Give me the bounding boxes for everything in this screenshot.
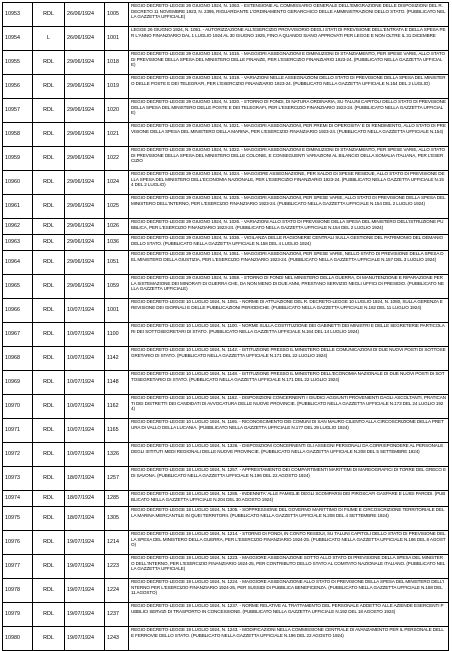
act-description: LEGGE 26 GIUGNO 1924, N. 1051. - AUTORIZZAZIONE ALL'ESERCIZIO PROVVISORIO DEGLI STATI DI PREVISIONE DELL'ENTRATA E DELLA SPESA PER L'ANNO FINANZIARIO DAL 1 LUGLIO 1924 AL 30 GIUGNO 1925, FINO A QUANDO SIANO APPROVATI PER LEGGE E NON OLTRE IL 31 DICEMBRE [129, 27, 449, 51]
table-row [3, 347, 449, 371]
act-date: 19/07/1924 [65, 603, 105, 627]
table-row [3, 419, 449, 443]
act-code: 1024 [105, 171, 129, 195]
act-description: REGIO DECRETO-LEGGE 19 LUGLIO 1924, N. 1224. - MAGGIORE ASSEGNAZIONE ALLO STATO DI PREVISIONE DELLA SPESA DEL MINISTERO DELL'INTERNO PER L'ESERCIZIO FINANZIARIO 1924-25, PER SUSSIDI DI PUBBLICA BENEFICENZA. (PUBBLICATO NELLA GAZZETTA UFFICIALE N.188 DEL 11 AGOSTO) [129, 579, 449, 603]
act-code: 1026 [105, 219, 129, 235]
act-description: REGIO DECRETO-LEGGE 10 LUGLIO 1924, N. 1165. - RICONOSCIMENTO DEI COMUNI DI SAN MAURO CILENTO ALLA CIRCOSCRIZIONE DELLA PRETURA DI VALLO DELLA LUCANIA. (PUBBLICATO NELLA GAZZETTA UFFICIALE N.177 DEL 29 LUGLIO 1924) [129, 419, 449, 443]
record-number: 10959 [3, 147, 33, 171]
record-number: 10969 [3, 371, 33, 395]
act-type: RDL [33, 219, 65, 235]
act-type: RDL [33, 603, 65, 627]
table-row [3, 531, 449, 555]
act-type: RDL [33, 491, 65, 507]
act-description: REGIO DECRETO-LEGGE 10 LUGLIO 1924, N. 1142. - ISTITUZIONE PRESSO IL MINISTERO DELLE COMUNICAZIONI DI DUE NUOVI POSTI DI SOTTOSEGRETARIO DI STATO. (PUBBLICATO NELLA GAZZETTA UFFICIALE N.171 DEL 22 LUGLIO 1924) [129, 347, 449, 371]
act-description: REGIO DECRETO-LEGGE 10 LUGLIO 1924, N. 1326. - DISPOSIZIONI CONCERNENTI GLI ASSEGNI PERSONALI DA CORRISPONDERE AL PERSONALE DEGLI ISTITUTI MEDI REGIONALI DELLE NUOVE PROVINCIE. (PUBBLICATO NELLA GAZZETTA UFFICIALE N.208 DEL 5 SETTEMBRE 1924) [129, 443, 449, 467]
act-date: 29/06/1924 [65, 235, 105, 251]
record-number: 10977 [3, 555, 33, 579]
record-number: 10965 [3, 275, 33, 299]
act-date: 29/06/1924 [65, 51, 105, 75]
table-row [3, 627, 449, 651]
act-type: RDL [33, 147, 65, 171]
act-date: 29/06/1924 [65, 99, 105, 123]
act-date: 10/07/1924 [65, 299, 105, 323]
act-date: 19/07/1924 [65, 579, 105, 603]
record-number: 10980 [3, 627, 33, 651]
act-type: RDL [33, 75, 65, 99]
act-description: REGIO DECRETO-LEGGE 18 LUGLIO 1924, N. 1305. - SOPPRESSIONE DEL GOVERNO MARITTIMO DI FIUME E CIRCOSCRIZIONE TERRITORIALE DELLA MARINA MERCANTILE IN QUEI TERRITORII. (PUBBLICATO NELLA GAZZETTA UFFICIALE N.208 DEL 4 SETTEMBRE 1924) [129, 507, 449, 531]
act-code: 1142 [105, 347, 129, 371]
act-code: 1059 [105, 275, 129, 299]
record-number: 10954 [3, 27, 33, 51]
table-row [3, 99, 449, 123]
act-description: REGIO DECRETO-LEGGE 19 LUGLIO 1924, N. 1237. - NORME RELATIVE AL TRATTAMENTO DEL PERSONALE ADDETTO ALLE AZIENDE ESERCENTI PUBBLICI SERVIZI DI TRASPORTO IN CONCESSIONE. (PUBBLICATO NELLA GAZZETTA UFFICIALE N.192 DEL 18 AGOSTO 1924) [129, 603, 449, 627]
act-date: 19/07/1924 [65, 555, 105, 579]
act-description: REGIO DECRETO-LEGGE 29 GIUGNO 1924, N. 1019. - VARIAZIONI NELLE ASSEGNAZIONI DELLO STATO DI PREVISIONE DELLA SPESA DEL MINISTERO DELLE POSTE E DEI TELEGRAFI, PER L'ESERCIZIO FINANZIARIO 1923-24. (PUBBLICATO NELLA GAZZETTA UFFICIALE N.154 DEL 2 LUGLIO) [129, 75, 449, 99]
record-number: 10955 [3, 51, 33, 75]
table-row [3, 75, 449, 99]
act-date: 10/07/1924 [65, 419, 105, 443]
act-type: RDL [33, 507, 65, 531]
act-description: REGIO DECRETO-LEGGE 29 GIUGNO 1924, N. 1020. - STORNO DI FONDI, DI NATURA ORDINARIA, SU TALUNI CAPITOLI DELLO STATO DI PREVISIONE DELLA SPESA DEL MINISTERO DELLE POSTE E DEI TELEGRAFI, PER L'ESERCIZIO FINANZIARIO 1923-24. (PUBBLICATO NELLA GAZZETTA UFFICIALE) [129, 99, 449, 123]
table-row [3, 171, 449, 195]
act-description: REGIO DECRETO-LEGGE 18 LUGLIO 1924, N. 1285. - INDENNITA' ALLE FAMIGLIE DEGLI SCOMPARSI DEI PIROSCAFI GASPARE E LUIGI PARODI. (PUBBLICATO NELLA GAZZETTA UFFICIALE N.204 DEL 30 AGOSTO 1924) [129, 491, 449, 507]
act-date: 29/06/1924 [65, 195, 105, 219]
record-number: 10968 [3, 347, 33, 371]
act-type: RDL [33, 3, 65, 27]
table-row [3, 467, 449, 491]
act-description: REGIO DECRETO-LEGGE 29 GIUGNO 1924, N. 1024. - MAGGIORE ASSEGNAZIONE, PER SALDO DI SPESE RESIDUE, ALLO STATO DI PREVISIONE DELLA SPESA DEL MINISTERO DELL'ECONOMIA NAZIONALE, PER L'ESERCIZIO FINANZIARIO 1923-24. (PUBBLICATO NELLA GAZZETTA UFFICIALE N.154 DEL 2 LUGLIO) [129, 171, 449, 195]
act-code: 1019 [105, 75, 129, 99]
record-number: 10964 [3, 251, 33, 275]
act-type: RDL [33, 299, 65, 323]
act-code: 1036 [105, 235, 129, 251]
act-date: 29/06/1924 [65, 219, 105, 235]
act-type: RDL [33, 627, 65, 651]
record-number: 10975 [3, 507, 33, 531]
act-date: 26/06/1924 [65, 27, 105, 51]
table-body [3, 3, 449, 651]
act-code: 1257 [105, 467, 129, 491]
table-row [3, 603, 449, 627]
act-code: 1305 [105, 507, 129, 531]
record-number: 10963 [3, 235, 33, 251]
legislation-table [2, 2, 449, 651]
act-type: RDL [33, 275, 65, 299]
table-row [3, 51, 449, 75]
act-date: 18/07/1924 [65, 467, 105, 491]
act-code: 1162 [105, 395, 129, 419]
table-row [3, 275, 449, 299]
table-row [3, 235, 449, 251]
act-description: REGIO DECRETO-LEGGE 10 LUGLIO 1924, N. 1162. - DISPOSIZIONI CONCERNENTI I GIUDICI AGGIUNTI PROVENIENTI DAGLI ASCOLTANTI, PRATICANTI DEI DISTRETTI DEI CANDIDATI DI AVVOCATURA DELLE NUOVE PROVINCIE. (PUBBLICATO NELLA GAZZETTA UFFICIALE N.173 DEL 24 LUGLIO 1924) [129, 395, 449, 419]
act-type: RDL [33, 323, 65, 347]
act-type: RDL [33, 443, 65, 467]
table-row [3, 147, 449, 171]
table-row [3, 395, 449, 419]
act-type: RDL [33, 51, 65, 75]
record-number: 10957 [3, 99, 33, 123]
record-number: 10976 [3, 531, 33, 555]
table-row [3, 579, 449, 603]
table-row [3, 323, 449, 347]
table-row [3, 507, 449, 531]
act-code: 1285 [105, 491, 129, 507]
act-code: 1243 [105, 627, 129, 651]
act-description: REGIO DECRETO-LEGGE 29 GIUGNO 1924, N. 1025. - MAGGIORI ASSEGNAZIONI, PER SPESE VARIE, ALLO STATO DI PREVISIONE DELLA SPESA DEL MINISTERO DELL'INTERNO, PER L'ESERCIZIO FINANZIARIO 1923-24. (PUBBLICATO NELLA GAZZETTA UFFICIALE N.154 DEL 2 LUGLIO 1924) [129, 195, 449, 219]
table-row [3, 491, 449, 507]
act-date: 10/07/1924 [65, 347, 105, 371]
act-date: 29/06/1924 [65, 123, 105, 147]
act-description: REGIO DECRETO-LEGGE 29 GIUGNO 1924, N. 1026. - VARIAZIONI ALLO STATO DI PREVISIONE DELLA SPESA DEL MINISTERO DELL'ISTRUZIONE PUBBLICA, PER L'ESERCIZIO FINANZIARIO 1923-24. (PUBBLICATO NELLA GAZZETTA UFFICIALE N.154 DEL 2 LUGLIO 1924) [129, 219, 449, 235]
act-description: REGIO DECRETO-LEGGE 29 GIUGNO 1924, N. 1022. - MAGGIORI ASSEGNAZIONI E DIMINUZIONI DI STANZIAMENTO, PER SPESE VARIE, ALLO STATO DI PREVISIONE DELLA SPESA DEL MINISTERO DELLE COLONIE, E CONSEGUENTI VARIAZIONI AL BILANCIO DELLA SOMALIA ITALIANA, PER L'ESERCIZIO [129, 147, 449, 171]
act-description: REGIO DECRETO-LEGGE 18 LUGLIO 1924, N. 1257. - APPRESTAMENTO DEI COMPARTIMENTI MARITTIMI DI MAREOGRAFICI DI TORRE DEL GRECO E DI SAVONA. (PUBBLICATO NELLA GAZZETTA UFFICIALE N.196 DEL 22 AGOSTO 1924) [129, 467, 449, 491]
act-description: REGIO DECRETO-LEGGE 19 LUGLIO 1924, N. 1243. - MODIFICAZIONI NELLA COMMISSIONE CENTRALE DI AVANZAMENTO PER IL PERSONALE DELLE FERROVIE DELLO STATO. (PUBBLICATO NELLA GAZZETTA UFFICIALE N.196 DEL 22 AGOSTO 1924) [129, 627, 449, 651]
act-code: 1100 [105, 323, 129, 347]
act-date: 29/06/1924 [65, 171, 105, 195]
act-type: RDL [33, 235, 65, 251]
act-code: 1051 [105, 251, 129, 275]
act-date: 29/06/1924 [65, 251, 105, 275]
act-date: 10/07/1924 [65, 443, 105, 467]
act-type: RDL [33, 371, 65, 395]
act-description: REGIO DECRETO-LEGGE 26 GIUGNO 1924, N. 1063. - ESTENSIONE AL COMMISSARIO GENERALE DELL'EMIGRAZIONE DELLE DISPOSIZIONI DEL R. DECRETO 11 NOVEMBRE 1923, N. 2395, RIGUARDANTE L'ORDINAMENTO GERARCHICO DELLE AMMINISTRAZIONI DELLO STATO. (PUBBLICATO NELLA GAZZETTA UFFICIALE) [129, 3, 449, 27]
act-description: REGIO DECRETO-LEGGE 10 LUGLIO 1924, N. 1100. - NORME SULLA COSTITUZIONE DEI GABINETTI DEI MINISTRI E DELLE SEGRETERIE PARTICOLARI DEI SOTTOSEGRETARI DI STATO. (PUBBLICATO NELLA GAZZETTA UFFICIALE N.164 DEL 14 LUGLIO 1924) [129, 323, 449, 347]
act-code: 1022 [105, 147, 129, 171]
act-type: RDL [33, 99, 65, 123]
record-number: 10971 [3, 419, 33, 443]
act-code: 1020 [105, 99, 129, 123]
act-type: RDL [33, 171, 65, 195]
act-code: 1237 [105, 603, 129, 627]
act-code: 1005 [105, 3, 129, 27]
record-number: 10961 [3, 195, 33, 219]
record-number: 10973 [3, 467, 33, 491]
act-description: REGIO DECRETO-LEGGE 19 LUGLIO 1924, N. 1223. - MAGGIORE ASSEGNAZIONE SOTTO ALLO STATO DI PREVISIONE DELLA SPESA DEL MINISTERO DELL'INTERNO, PER L'ESERCIZIO FINANZIARIO 1924-25, PER CONTRIBUTO DELLO STATO AL COMITATO NAZIONALE ITALIANO. (PUBBLICATO NELLA GAZZETTA UFFICIALE) [129, 555, 449, 579]
act-date: 10/07/1924 [65, 323, 105, 347]
record-number: 10967 [3, 323, 33, 347]
act-description: REGIO DECRETO-LEGGE 29 GIUGNO 1924, N. 1015. - MAGGIORI ASSEGNAZIONI E DIMINUZIONI DI STANZIAMENTO, PER SPESE VARIE, ALLO STATO DI PREVISIONE DELLA SPESA DEL MINISTERO DELLE FINANZE, PER L'ESERCIZIO FINANZIARIO 1923-24. (PUBBLICATO NELLA GAZZETTA UFFICIALE) [129, 51, 449, 75]
table-row [3, 123, 449, 147]
act-type: RDL [33, 467, 65, 491]
record-number: 10953 [3, 3, 33, 27]
record-number: 10958 [3, 123, 33, 147]
act-description: REGIO DECRETO-LEGGE 10 LUGLIO 1924, N. 1081. - NORME DI ATTUAZIONE DEL R. DECRETO-LEGGE 10 LUGLIO 1924, N. 1080, SULLA GERENZA E REVISIONE DEI GIORNALI E DELLE PUBBLICAZIONI PERIODICHE. (PUBBLICATO NELLA GAZZETTA UFFICIALE N.162 DEL 11 LUGLIO 1924) [129, 299, 449, 323]
act-code: 1224 [105, 579, 129, 603]
table-row [3, 219, 449, 235]
act-code: 1148 [105, 371, 129, 395]
act-code: 1018 [105, 51, 129, 75]
act-date: 19/07/1924 [65, 627, 105, 651]
act-date: 29/06/1924 [65, 147, 105, 171]
act-code: 1001 [105, 299, 129, 323]
act-type: RDL [33, 251, 65, 275]
act-description: REGIO DECRETO-LEGGE 29 GIUGNO 1924, N. 1051. - MAGGIORI ASSEGNAZIONI, PER SPESE VARIE, NELLO STATO DI PREVISIONE DELLA SPESA DEL MINISTERO DELLA GIUSTIZIA, PER L'ESERCIZIO FINANZIARIO 1923-24. (PUBBLICATO NELLA GAZZETTA UFFICIALE N.157 DEL 3 LUGLIO 1924) [129, 251, 449, 275]
act-code: 1025 [105, 195, 129, 219]
table-row [3, 443, 449, 467]
act-date: 29/06/1924 [65, 275, 105, 299]
record-number: 10966 [3, 299, 33, 323]
act-type: RDL [33, 395, 65, 419]
act-date: 18/07/1924 [65, 507, 105, 531]
act-date: 10/07/1924 [65, 395, 105, 419]
act-type: RDL [33, 579, 65, 603]
act-date: 10/07/1924 [65, 371, 105, 395]
record-number: 10970 [3, 395, 33, 419]
act-description: REGIO DECRETO-LEGGE 10 LUGLIO 1924, N. 1148. - ISTITUZIONE PRESSO IL MINISTERO DELL'ECONOMIA NAZIONALE DI DUE NUOVI POSTI DI SOTTOSEGRETARIO DI STATO. (PUBBLICATO NELLA GAZZETTA UFFICIALE N.171 DEL 22 LUGLIO 1924) [129, 371, 449, 395]
table-row [3, 195, 449, 219]
act-code: 1223 [105, 555, 129, 579]
act-date: 26/06/1924 [65, 3, 105, 27]
act-type: RDL [33, 531, 65, 555]
act-type: L [33, 27, 65, 51]
table-row [3, 555, 449, 579]
act-description: REGIO DECRETO-LEGGE 29 GIUGNO 1924, N. 1021. - MAGGIORI ASSEGNAZIONI, PER PREMI DI OPEROSITA' E DI RENDIMENTO, ALLO STATO DI PREVISIONE DELLA SPESA DEL MINISTERO DELLA MARINA, PER L'ESERCIZIO FINANZIARIO 1923-24. (PUBBLICATO NELLA GAZZETTA UFFICIALE N.154) [129, 123, 449, 147]
table-row [3, 299, 449, 323]
act-date: 29/06/1924 [65, 75, 105, 99]
act-type: RDL [33, 419, 65, 443]
record-number: 10972 [3, 443, 33, 467]
act-type: RDL [33, 555, 65, 579]
act-type: RDL [33, 123, 65, 147]
record-number: 10974 [3, 491, 33, 507]
act-description: REGIO DECRETO-LEGGE 29 GIUGNO 1924, N. 1036. - VIGILANZA DELLE RAGIONERIE CENTRALI SULLA GESTIONE DEL PATRIMONIO DEL DEMANIO DELLO STATO. (PUBBLICATO NELLA GAZZETTA UFFICIALE N.158 DEL 4 LUGLIO 1924) [129, 235, 449, 251]
table-row [3, 371, 449, 395]
act-date: 18/07/1924 [65, 491, 105, 507]
act-type: RDL [33, 195, 65, 219]
table-row [3, 27, 449, 51]
table-row [3, 251, 449, 275]
record-number: 10956 [3, 75, 33, 99]
record-number: 10962 [3, 219, 33, 235]
act-code: 1165 [105, 419, 129, 443]
act-type: RDL [33, 347, 65, 371]
record-number: 10978 [3, 579, 33, 603]
act-code: 1326 [105, 443, 129, 467]
act-code: 1021 [105, 123, 129, 147]
act-code: 1001 [105, 27, 129, 51]
record-number: 10960 [3, 171, 33, 195]
act-description: REGIO DECRETO-LEGGE 19 LUGLIO 1924, N. 1214. - STORNO DI FONDI, IN CONTO RESIDUI, SU TALUNI CAPITOLI DELLO STATO DI PREVISIONE DELLA SPESA DEL MINISTERO DELLA GUERRA, PER L'ESERCIZIO FINANZIARIO 1924-25. (PUBBLICATO NELLA GAZZETTA UFFICIALE N.186 DEL 8 AGOSTO) [129, 531, 449, 555]
act-description: REGIO DECRETO-LEGGE 29 GIUGNO 1924, N. 1059. - STORNO DI FONDI NEL MINISTERO DELLA GUERRA, DI MANUTENZIONE E RIPARAZIONE PER LA SISTEMAZIONE DEI MINORATI DI GUERRA CHE, DA NON MENO DI DUE ANNI, PRESTANO SERVIZIO NEGLI UFFICI DI PRESIDIO. (PUBBLICATO NELLA GAZZETTA UFFICIALE) [129, 275, 449, 299]
table-row [3, 3, 449, 27]
act-date: 19/07/1924 [65, 531, 105, 555]
act-code: 1214 [105, 531, 129, 555]
record-number: 10979 [3, 603, 33, 627]
